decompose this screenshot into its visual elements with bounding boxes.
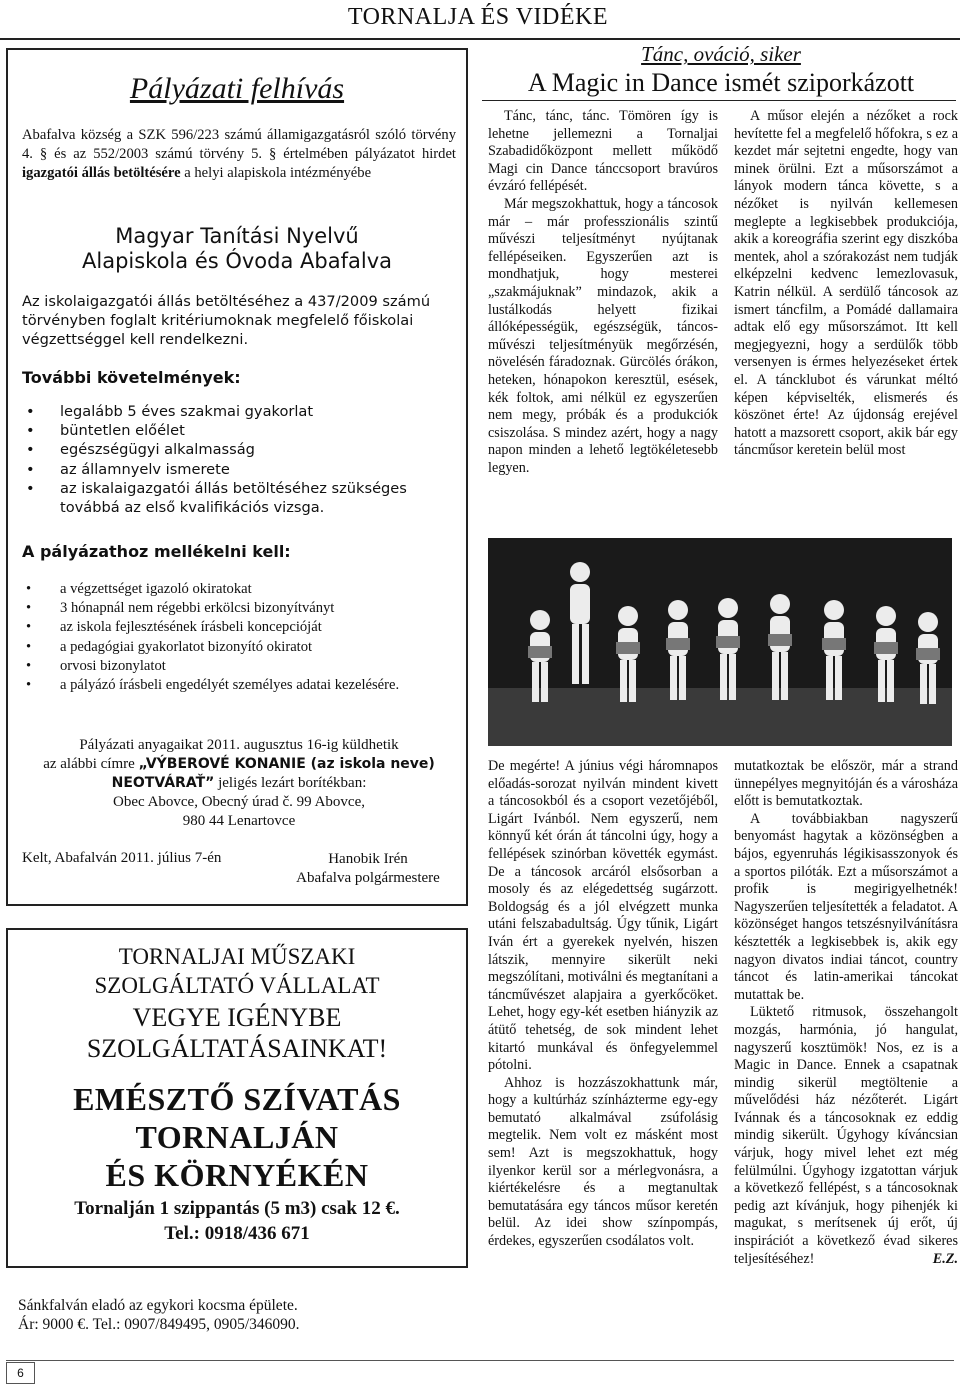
article-column-2 <box>734 108 958 460</box>
service-line3: ÉS KÖRNYÉKÉN <box>105 1157 369 1193</box>
company-line2: SZOLGÁLTATÓ VÁLLALAT <box>94 973 380 998</box>
article-headline: A Magic in Dance ismét sziporkázott <box>527 68 915 97</box>
classified-ad <box>18 1296 450 1334</box>
paragraph: Tánc, tánc, tánc. Tömören így is lehetne jellemezni a Tornaljai Szabadidőközpont mellett működő Magi cin Dance tánccsoport bravúros évzáró fellépését. <box>488 108 718 195</box>
school-name <box>8 224 466 274</box>
school-name-line2: Alapiskola és Óvoda Abafalva <box>82 249 392 273</box>
company-name <box>8 942 466 1000</box>
paragraph: mutatkoztak be először, már a strand ünnepélyes megnyitóján és a városháza előtt is bemutatkoztak. <box>734 758 958 810</box>
footer-rule <box>6 1360 954 1361</box>
paragraph <box>734 1004 958 1268</box>
photo-illustration <box>488 538 952 746</box>
intro-text-end: a helyi alapiskola intézményébe <box>180 165 372 181</box>
call-line1: VEGYE IGÉNYBE <box>132 1003 342 1032</box>
intro-bold-text: igazgatói állás betöltésére <box>22 165 181 181</box>
article-column-4 <box>734 758 958 1268</box>
intro-text: Abafalva község a SZK 596/223 számú államigazgatásról szóló törvény 4. § és az 552/2003 számú törvény 5. § értelmében pályázatot hirdet <box>22 127 456 162</box>
address-line1: Obec Abovce, Obecný úrad č. 99 Abovce, <box>113 794 365 810</box>
list-item: • egészségügyi alkalmasság <box>22 440 456 459</box>
phone-line: Tel.: 0918/436 671 <box>164 1223 310 1244</box>
newspaper-title: TORNALJA ÉS VIDÉKE <box>347 4 608 30</box>
article-column-1 <box>488 108 718 477</box>
list-item: • a végzettséget igazoló okiratokat <box>22 580 456 599</box>
price-line: Tornalján 1 szippantás (5 m3) csak 12 €. <box>74 1198 400 1219</box>
page-header <box>0 0 960 40</box>
page-number: 6 <box>6 1362 35 1384</box>
advertisement-box <box>6 928 468 1268</box>
list-item: • az államnyelv ismerete <box>22 460 456 479</box>
paragraph: A továbbiakban nagyszerű benyomást hagytak a közönségben a bájos, egyenruhás légikisasszonyok és a sportos pilóták. Ezt a műsorszámot a profik is megirigyelhetnék! Nagyszerűen teljesítették a feladatot. A közönséget hangos tetszésnyilvánításra késztették a legkisebbek is, akik egy nagyon divatos indiai táncot, country táncot és latin-amerikai táncokat mutattak be. <box>734 810 958 1003</box>
further-requirements-heading: További követelmények: <box>22 368 241 387</box>
list-item: • a pályázó írásbeli engedélyét személyes adatai kezelésére. <box>22 676 456 695</box>
school-name-line1: Magyar Tanítási Nyelvű <box>115 224 359 248</box>
list-item: • legalább 5 éves szakmai gyakorlat <box>22 402 456 421</box>
author-signature: E.Z. <box>932 1250 958 1267</box>
headline-rule <box>482 100 956 101</box>
envelope-label: „VÝBEROVÉ KONANIE (az iskola neve) NEOTVÁRAŤ” <box>111 756 435 791</box>
list-item: • büntetlen előélet <box>22 421 456 440</box>
list-item: • 3 hónapnál nem régebbi erkölcsi bizonyítványt <box>22 599 456 618</box>
attachments-list <box>22 580 456 695</box>
notice-intro <box>22 126 456 183</box>
list-item: • orvosi bizonylatot <box>22 657 456 676</box>
address-line2: 980 44 Lenartovce <box>182 813 296 829</box>
requirement-text: Az iskolaigazgatói állás betöltéséhez a 437/2009 számú törvényben foglalt kritériumoknak megfelelő főiskolai végzettséggel kell rendelkezni. <box>22 293 431 348</box>
deadline-post: jeligés lezárt borítékban: <box>214 775 367 791</box>
deadline-line: Pályázati anyagaikat 2011. augusztus 16-ig küldhetik <box>79 737 399 753</box>
job-notice-box <box>6 48 468 906</box>
article-kicker: Tánc, ováció, siker <box>641 42 801 66</box>
deadline-pre: az alábbi címre <box>43 756 139 772</box>
place-date: Kelt, Abafalván 2011. július 7-én <box>22 850 222 866</box>
dance-group-photo <box>488 538 952 746</box>
classified-line1: Sánkfalván eladó az egykori kocsma épülete. <box>18 1297 298 1314</box>
list-item: • az iskola fejlesztésének írásbeli koncepcióját <box>22 618 456 637</box>
list-item: • az iskalaigazgatói állás betöltéséhez szükséges továbbá az első kvalifikációs vizsga. <box>22 479 456 517</box>
company-line1: TORNALJAI MŰSZAKI <box>118 944 356 969</box>
attachments-heading: A pályázathoz mellékelni kell: <box>22 542 291 561</box>
closing-text: Lüktető ritmusok, összehangolt mozgás, harmónia, jó hangulat, nagyszerű kosztümök! Nos, ez is a Magic in Dance. Ennek a csapatnak mindig sikerül megtöltenie a művelődési ház nézőterét. Ligárt Ivánnak és a táncosoknak ez eddig mindig sikerült. Úgyhogy kíváncsian várjuk, hogy mivel lehet ezt még felülmúlni. Úgyhogy izgatottan várjuk a következő fellépést, s a táncosoknak pedig azt kívánjuk, hogy pihenjék ki magukat, s merítsenek új erőt, új inspirációt a következő évad sikeres teljesítéséhez! <box>734 1004 958 1267</box>
service-line2: TORNALJÁN <box>135 1119 339 1155</box>
price-contact <box>8 1196 466 1246</box>
notice-title: Pályázati felhívás <box>129 72 345 105</box>
call-to-action <box>8 1002 466 1064</box>
classified-line2: Ár: 9000 €. Tel.: 0907/849495, 0905/346090. <box>18 1316 300 1333</box>
service-line1: EMÉSZTŐ SZÍVATÁS <box>73 1081 401 1117</box>
paragraph: Már megszokhattuk, hogy a táncosok már – már professzionális szintű művészi teljesítményt nyújtanak fellépéseiken. Egyszerűen azt is mondhatjuk, hogy mesterei „szakmájuknak” mindazok, akik a lustálkodás helyett fizikai állóképességük, egészségük, táncos-művészi teljesítményük megőrzésén, növelésén fáradoznak. Gürcölés órákon, heteken, hónapokon keresztül, esések, kék foltok, ami nélkül ez egyszerűen nem megy, próbák és a produkciók csiszolása. S mindez azért, hogy a nagy napon minden a lehető legtökéletesebb legyen. <box>488 195 718 476</box>
article-column-3 <box>488 758 718 1251</box>
signer-role: Abafalva polgármestere <box>296 870 440 886</box>
paragraph: A műsor elején a nézőket a rock hevítette fel a megfelelő hőfokra, s ez a kezdet már sejtetni engedte, hogy van minek örülni. Ezt a műsorszámot a lányok modern tánca követte, s a nézőket is nyilván kellemesen meglepte a legkisebbek produkciója, akik a koreográfia szerint egy diszkóba mentek, ahol a szórakozást nem tudják elképzelni kedvenc lemezlovasuk, Katrin nélkül. A serdülő táncosok az ismert táncfilm, a Pomádé dallamaira adtak elő egy műsorszámot. Itt kell megjegyezni, hogy a serdülők több versenyen is érmes helyezéseket értek el. A táncklubot és várunkat méltó képen képviselték, elismerés és köszönet érte! Az újdonság erejével hatott a mazsorett csoport, akik bár egy táncműsor keretein belül most <box>734 108 958 459</box>
paragraph: De megérte! A június végi háromnapos előadás-sorozat nyilván mindent kivett a táncosokból és a csoport vezetőjéből, Ligárt Ivánból. Nem egyszerű, nem könnyű két órán át táncolni úgy, hogy a fellépések szinórban követték egymást. De a táncosok arcáról elsősorban a mosoly és az elégedettség sugárzott. Boldogság és a jól elvégzett munka utáni felszabadultság. Úgy tűnik, Ligárt Iván ért a gyerekek nyelvén, hiszen látszik, mennyire sikerült neki megszólítani, motiválni és megtanítani a táncművészet alapjaira a gyerkőcöket. Lehet, hogy egy-két esetben hiányzik az átütő tehetség, de sok mindent lehet kitartó munkával és önfegyelemmel pótolni. <box>488 758 718 1074</box>
paragraph: Ahhoz is hozzászokhattunk már, hogy a kultúrház színházterme egy-egy bemutató alkalmával zsúfolásig megtelik. Nem volt ez másként most sem! Azt is megszokhattuk, hogy ilyenkor kerül sor a mérlegvonásra, a kiértékelésre és a megtanultak bemutatására egy táncos műsor keretén belül. Az idei show színpompás, érdekes, egyszerűen csodálatos volt. <box>488 1074 718 1250</box>
service-headline <box>8 1080 466 1194</box>
list-item: • a pedagógiai gyakorlatot bizonyító okiratot <box>22 638 456 657</box>
signer <box>278 850 458 888</box>
address-label-line <box>28 755 450 793</box>
call-line2: SZOLGÁLTATÁSAINKAT! <box>86 1034 388 1063</box>
signer-name: Hanobik Irén <box>328 851 408 867</box>
further-requirements-list <box>22 402 456 517</box>
submission-info <box>28 736 450 831</box>
